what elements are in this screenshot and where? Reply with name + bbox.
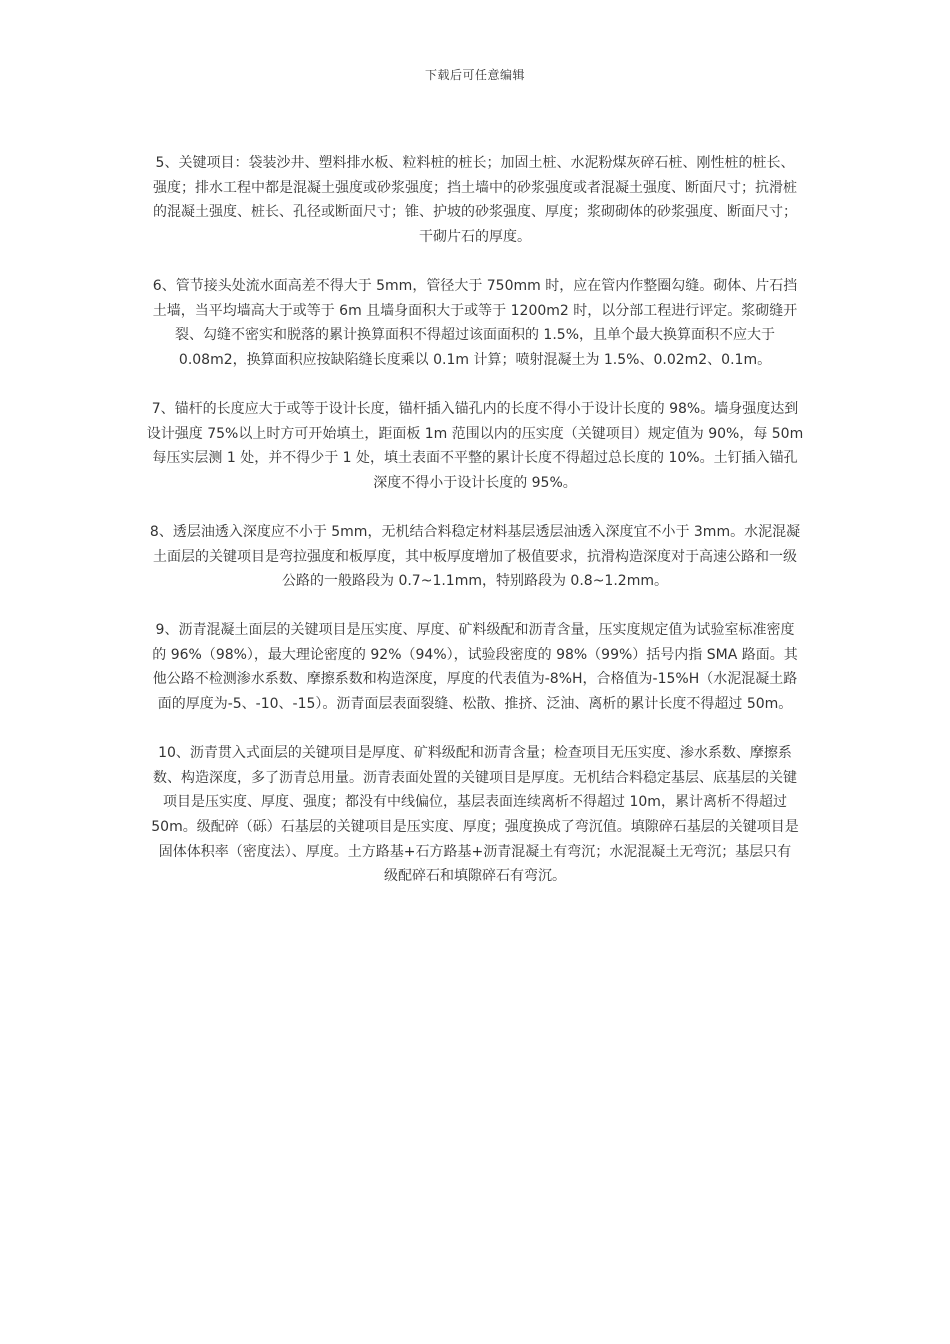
- text-line: 土面层的关键项目是弯拉强度和板厚度，其中板厚度增加了极值要求，抗滑构造深度对于高速公路和一级: [153, 548, 797, 565]
- page-header: 下载后可任意编辑: [424, 68, 525, 82]
- paragraph-6: [140, 274, 810, 372]
- text-line: 干砌片石的厚度。: [419, 228, 531, 245]
- text-line: 数、构造深度，多了沥青总用量。沥青表面处置的关键项目是厚度。无机结合料稳定基层、底基层的关键: [153, 769, 797, 786]
- paragraph-10: [140, 741, 810, 889]
- text-line: 深度不得小于设计长度的 95%。: [373, 474, 577, 491]
- text-line: 土墙，当平均墙高大于或等于 6m 且墙身面积大于或等于 1200m2 时，以分部工程进行评定。浆砌缝开: [152, 302, 798, 319]
- text-line: 7、锚杆的长度应大于或等于设计长度，锚杆插入锚孔内的长度不得小于设计长度的 98%。墙身强度达到: [151, 400, 799, 417]
- paragraph-8: [140, 520, 810, 594]
- paragraph-9: [140, 618, 810, 716]
- text-line: 10、沥青贯入式面层的关键项目是厚度、矿料级配和沥青含量；检查项目无压实度、渗水系数、摩擦系: [158, 745, 792, 762]
- text-line: 设计强度 75%以上时方可开始填土，距面板 1m 范围以内的压实度（关键项目）规定值为 90%，每 50m: [146, 425, 804, 442]
- text-line: 的 96%（98%），最大理论密度的 92%（94%），试验段密度的 98%（99%）括号内指 SMA 路面。其: [152, 646, 798, 663]
- text-line: 固体体积率（密度法）、厚度。土方路基+石方路基+沥青混凝土有弯沉；水泥混凝土无弯沉；基层只有: [158, 843, 792, 860]
- text-line: 50m。级配碎（砾）石基层的关键项目是压实度、厚度；强度换成了弯沉值。填隙碎石基层的关键项目是: [151, 819, 799, 836]
- paragraph-5: [140, 151, 810, 249]
- text-line: 5、关键项目：袋装沙井、塑料排水板、粒料桩的桩长；加固土桩、水泥粉煤灰碎石桩、刚性桩的桩长、: [155, 155, 795, 171]
- document-body: [140, 151, 810, 913]
- text-line: 6、管节接头处流水面高差不得大于 5mm，管径大于 750mm 时，应在管内作整圈勾缝。砌体、片石挡: [152, 277, 798, 294]
- text-line: 级配碎石和填隙碎石有弯沉。: [384, 868, 566, 885]
- text-line: 每压实层测 1 处，并不得少于 1 处，填土表面不平整的累计长度不得超过总长度的 10%。土钉插入锚孔: [152, 450, 798, 467]
- text-line: 9、沥青混凝土面层的关键项目是压实度、厚度、矿料级配和沥青含量，压实度规定值为试验室标准密度: [155, 622, 795, 639]
- paragraph-7: [140, 397, 810, 495]
- text-line: 面的厚度为-5、-10、-15）。沥青面层表面裂缝、松散、推挤、泛油、离析的累计长度不得超过 50m。: [157, 696, 793, 713]
- text-line: 强度；排水工程中都是混凝土强度或砂浆强度；挡土墙中的砂浆强度或者混凝土强度、断面尺寸；抗滑桩: [153, 179, 797, 196]
- text-line: 8、透层油透入深度应不小于 5mm，无机结合料稳定材料基层透层油透入深度宜不小于 3mm。水泥混凝: [149, 523, 801, 540]
- text-line: 的混凝土强度、桩长、孔径或断面尺寸；锥、护坡的砂浆强度、厚度；浆砌砌体的砂浆强度、断面尺寸；: [153, 204, 797, 221]
- text-line: 项目是压实度、厚度、强度；都没有中线偏位，基层表面连续离析不得超过 10m，累计离析不得超过: [163, 794, 787, 811]
- text-line: 裂、勾缝不密实和脱落的累计换算面积不得超过该面面积的 1.5%，且单个最大换算面积不应大于: [174, 327, 775, 344]
- text-line: 他公路不检测渗水系数、摩擦系数和构造深度，厚度的代表值为-8%H，合格值为-15%H（水泥混凝土路: [152, 671, 798, 688]
- text-line: 0.08m2，换算面积应按缺陷缝长度乘以 0.1m 计算；喷射混凝土为 1.5%、0.02m2、0.1m。: [178, 351, 772, 368]
- text-line: 公路的一般路段为 0.7~1.1mm，特别路段为 0.8~1.2mm。: [282, 573, 668, 590]
